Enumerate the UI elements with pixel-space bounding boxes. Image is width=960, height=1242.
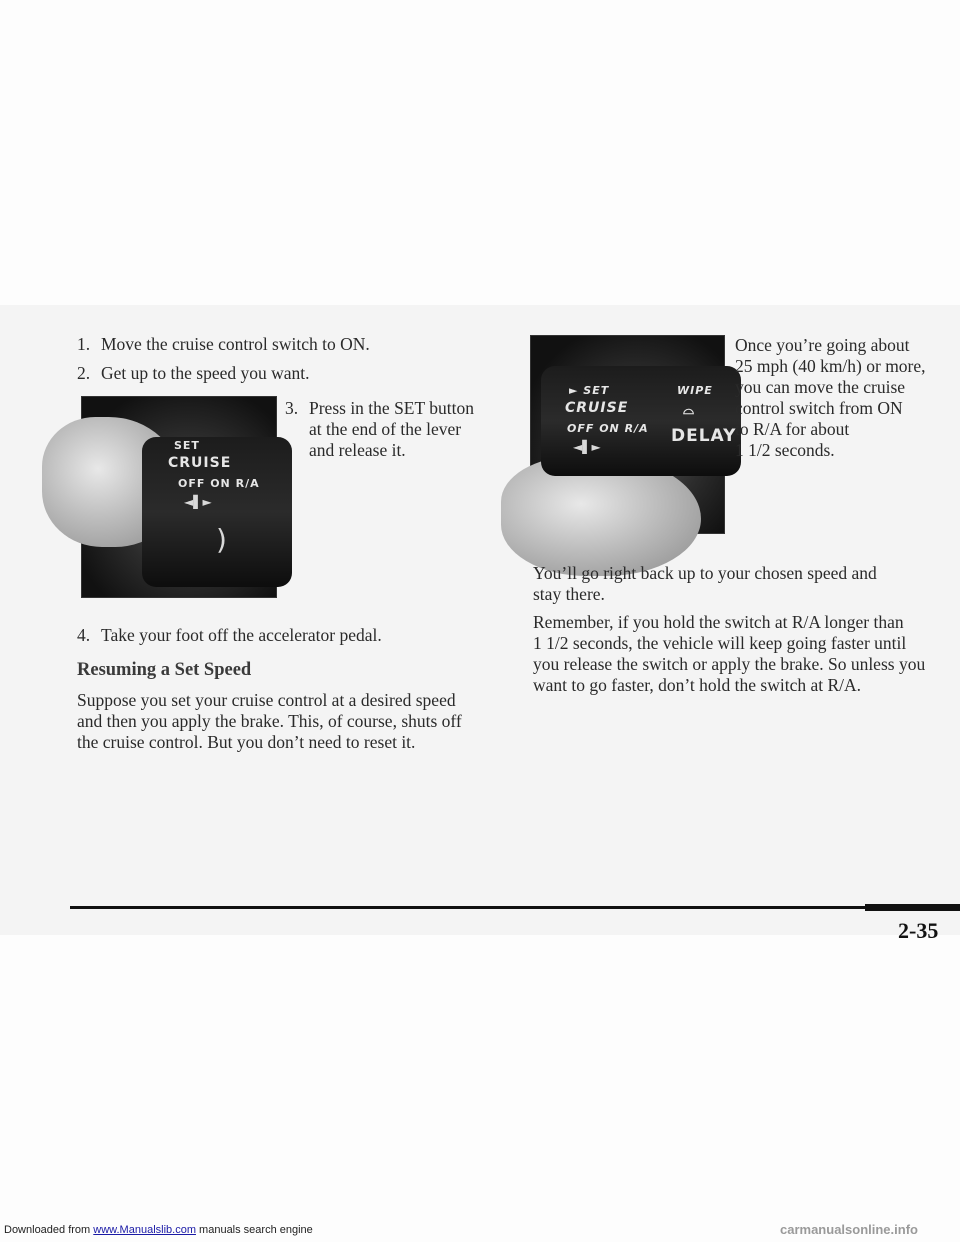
section-heading: Resuming a Set Speed <box>77 660 252 680</box>
wipe-label: WIPE <box>677 384 713 397</box>
download-footer: Downloaded from www.Manualslib.com manuals search engine <box>4 1224 313 1236</box>
step-3: 3. Press in the SET button at the end of the lever and release it. <box>285 398 474 460</box>
watermark: carmanualsonline.info <box>780 1222 918 1237</box>
cruise-label: CRUISE <box>168 455 232 471</box>
wiper-icon: ⌓ <box>683 402 696 418</box>
off-on-ra-label: OFF ON R/A <box>567 422 649 435</box>
photo-caption: Once you’re going about 25 mph (40 km/h) or more, you can move the cruise control switch from ON to R/A for about 1 1/2 seconds. <box>735 335 926 460</box>
step-1: 1. Move the cruise control switch to ON. <box>77 334 370 354</box>
cruise-lever-photo <box>81 396 277 598</box>
cruise-wiper-lever-photo <box>530 335 737 534</box>
off-on-ra-label: OFF ON R/A <box>178 477 260 490</box>
delay-label: DELAY <box>671 426 737 446</box>
page-number: 2-35 <box>898 918 939 943</box>
set-label: ► SET <box>569 384 610 397</box>
resume-paragraph-1: You’ll go right back up to your chosen speed and stay there. <box>533 563 877 604</box>
set-label: SET <box>174 439 200 452</box>
arrows-icon: ◄▌► <box>184 495 212 509</box>
manualslib-link[interactable]: www.Manualslib.com <box>93 1224 196 1236</box>
lever-image <box>541 366 741 476</box>
step-4: 4. Take your foot off the accelerator pedal. <box>77 625 382 645</box>
cruise-label: CRUISE <box>565 400 629 416</box>
resuming-paragraph: Suppose you set your cruise control at a desired speed and then you apply the brake. This, of course, shuts off the cruise control. But you don’t need to reset it. <box>77 690 462 752</box>
step-2: 2. Get up to the speed you want. <box>77 363 310 383</box>
page-rule <box>70 906 865 909</box>
page-rule-cap <box>865 904 960 911</box>
arrows-icon: ◄▌► <box>573 440 601 454</box>
indicator-mark-icon: ) <box>216 523 227 556</box>
resume-paragraph-2: Remember, if you hold the switch at R/A longer than 1 1/2 seconds, the vehicle will keep going faster until you release the switch or apply the brake. So unless you want to go faster, don’t hold the switch at R/A. <box>533 612 926 695</box>
